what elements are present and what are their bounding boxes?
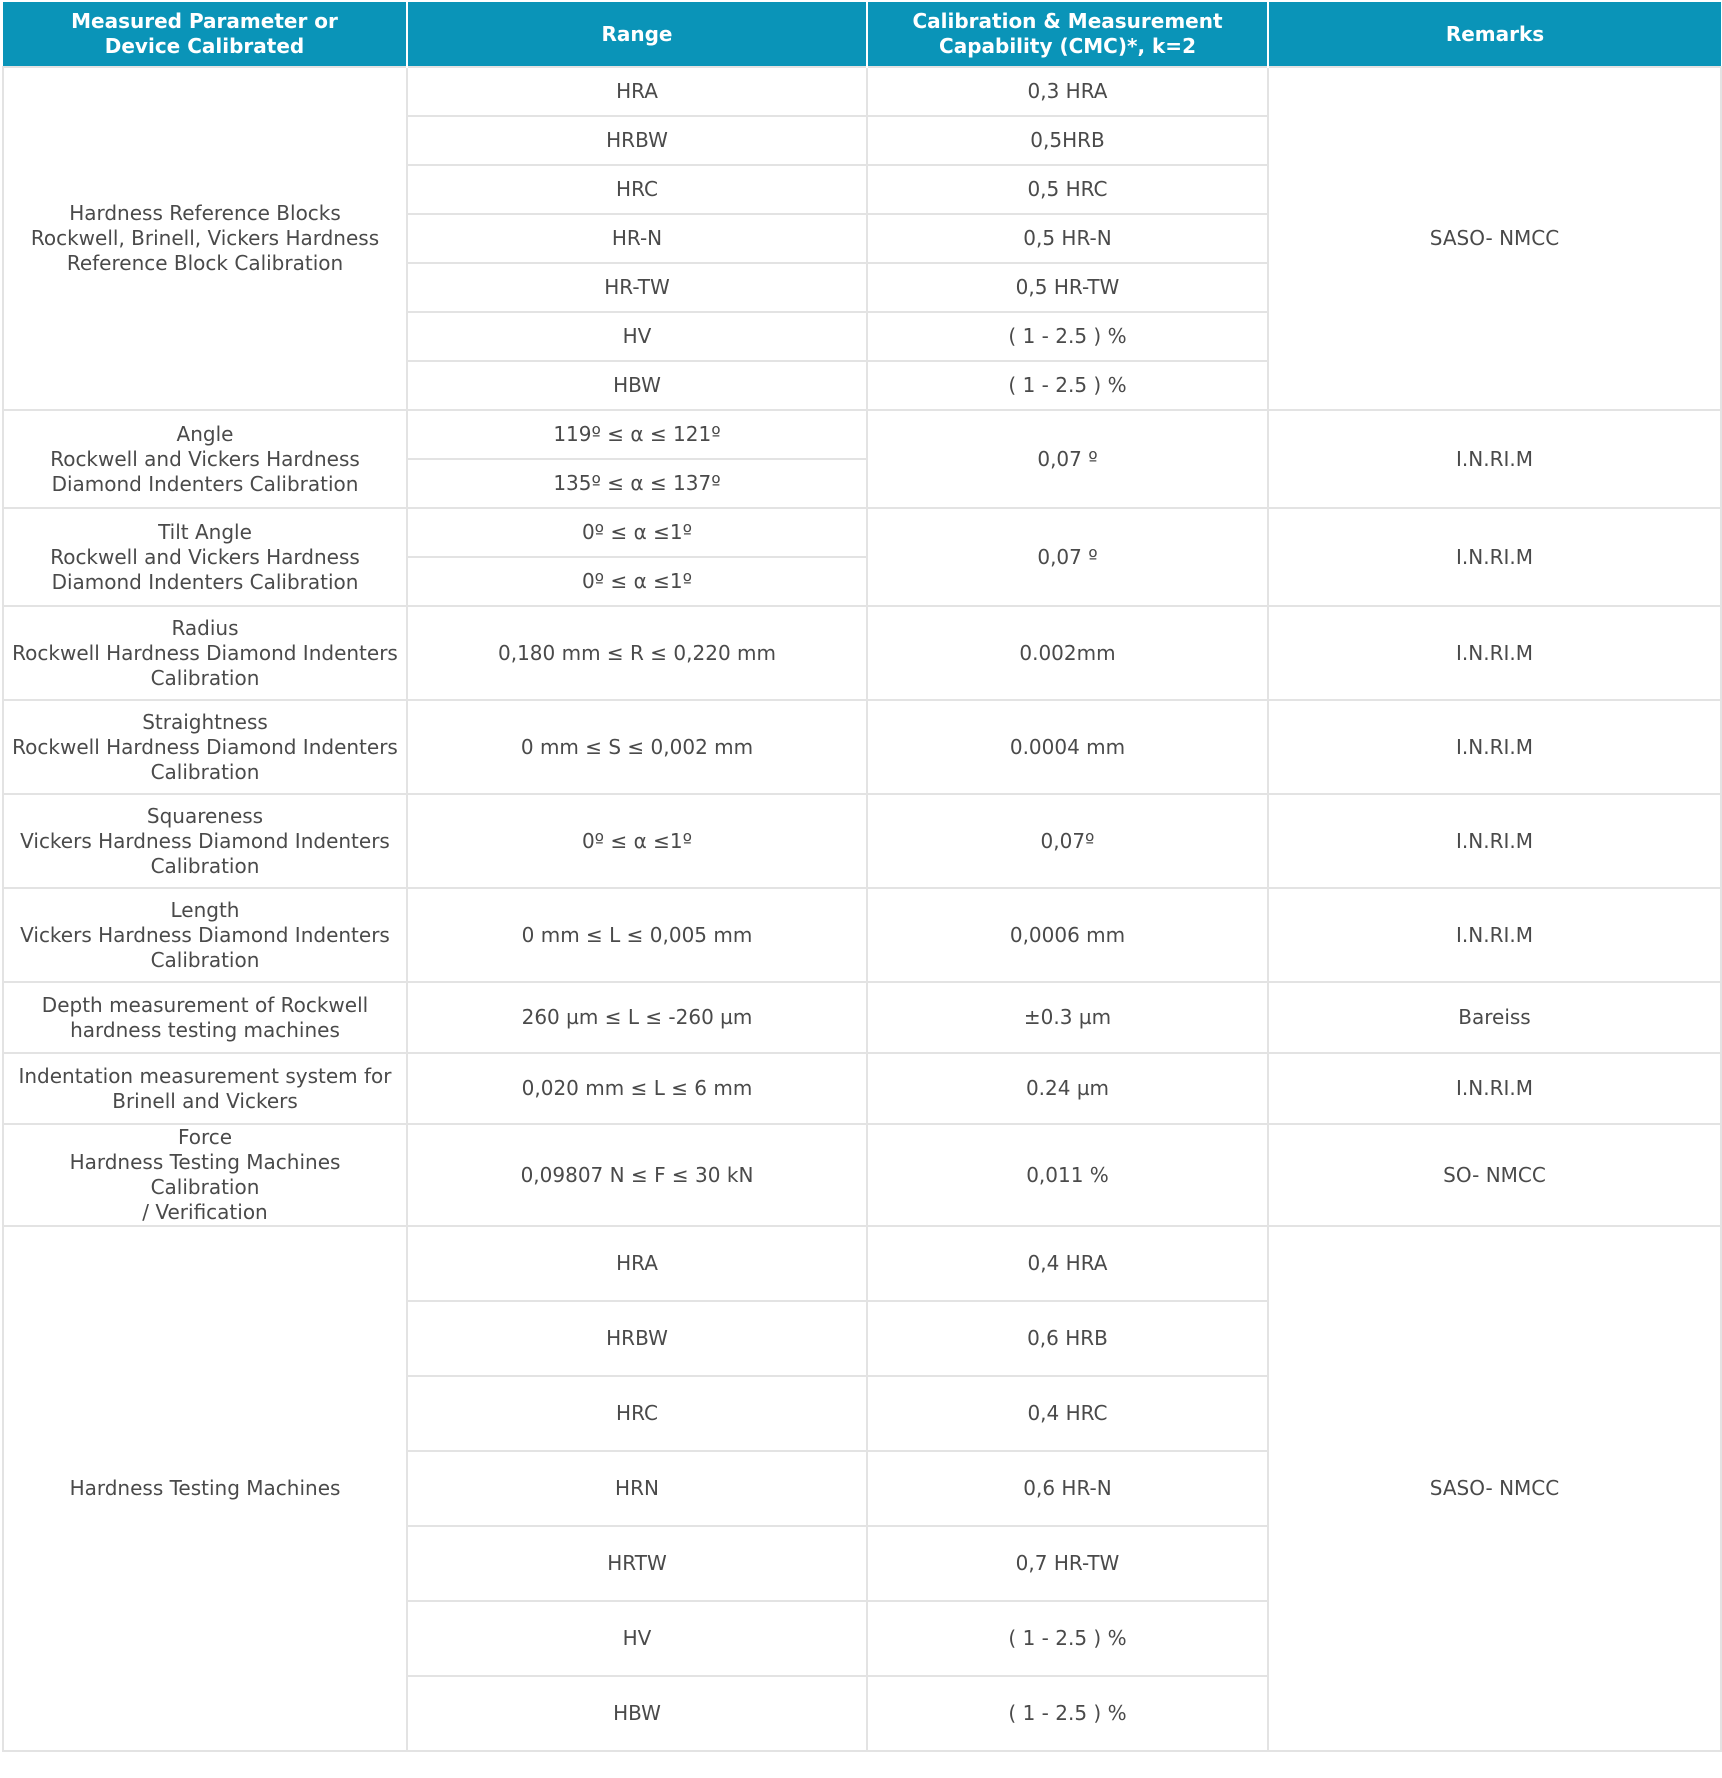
header-line: Range bbox=[601, 21, 673, 46]
cmc-cell: 0,07 º bbox=[867, 508, 1268, 606]
range-cell: 0 mm ≤ S ≤ 0,002 mm bbox=[407, 700, 867, 794]
range-cell: 0º ≤ α ≤1º bbox=[407, 794, 867, 888]
parameter-line: / Verification bbox=[142, 1200, 268, 1224]
remarks-cell: SO- NMCC bbox=[1268, 1124, 1721, 1226]
range-cell: HRA bbox=[407, 67, 867, 116]
range-cell: 119º ≤ α ≤ 121º bbox=[407, 410, 867, 459]
table-row bbox=[3, 410, 1721, 459]
parameter-line: Diamond Indenters Calibration bbox=[51, 471, 359, 496]
remarks-cell: I.N.RI.M bbox=[1268, 1053, 1721, 1124]
cmc-cell: ( 1 - 2.5 ) % bbox=[867, 361, 1268, 410]
table-row bbox=[3, 508, 1721, 557]
parameter-line: Hardness Testing Machines bbox=[69, 1476, 341, 1500]
range-cell: HRN bbox=[407, 1451, 867, 1526]
cmc-cell: 0,5 HRC bbox=[867, 165, 1268, 214]
cmc-cell: ( 1 - 2.5 ) % bbox=[867, 312, 1268, 361]
parameter-cell bbox=[3, 410, 407, 508]
parameter-line: Calibration bbox=[150, 759, 260, 784]
range-cell: HRBW bbox=[407, 1301, 867, 1376]
cmc-cell: 0.0004 mm bbox=[867, 700, 1268, 794]
parameter-cell bbox=[3, 982, 407, 1053]
table-row bbox=[3, 1124, 1721, 1226]
remarks-cell: Bareiss bbox=[1268, 982, 1721, 1053]
parameter-line: Rockwell Hardness Diamond Indenters bbox=[12, 734, 398, 759]
header-line: Calibration & Measurement bbox=[912, 9, 1223, 33]
parameter-line: Rockwell Hardness Diamond Indenters bbox=[12, 640, 398, 665]
header-line: Device Calibrated bbox=[104, 34, 305, 58]
remarks-cell: I.N.RI.M bbox=[1268, 700, 1721, 794]
cmc-cell: ±0.3 µm bbox=[867, 982, 1268, 1053]
range-cell: HRC bbox=[407, 165, 867, 214]
range-cell: HRTW bbox=[407, 1526, 867, 1601]
table-row bbox=[3, 606, 1721, 700]
parameter-cell bbox=[3, 1053, 407, 1124]
parameter-line: Force bbox=[177, 1125, 233, 1149]
header-range bbox=[407, 2, 867, 67]
cmc-cell: 0,4 HRC bbox=[867, 1376, 1268, 1451]
parameter-line: Reference Block Calibration bbox=[66, 251, 344, 275]
parameter-cell bbox=[3, 606, 407, 700]
cmc-cell: 0,5 HR-N bbox=[867, 214, 1268, 263]
parameter-line: Calibration bbox=[150, 853, 260, 878]
table-row bbox=[3, 1226, 1721, 1301]
parameter-line: Angle bbox=[176, 421, 234, 446]
table-row bbox=[3, 982, 1721, 1053]
cmc-cell: 0,07 º bbox=[867, 410, 1268, 508]
cmc-cell: 0,5 HR-TW bbox=[867, 263, 1268, 312]
parameter-cell bbox=[3, 888, 407, 982]
header-cmc bbox=[867, 2, 1268, 67]
parameter-line: Vickers Hardness Diamond Indenters bbox=[20, 828, 390, 853]
table-row bbox=[3, 700, 1721, 794]
cmc-cell: 0,5HRB bbox=[867, 116, 1268, 165]
parameter-line: Length bbox=[170, 897, 240, 922]
parameter-line: Brinell and Vickers bbox=[112, 1088, 298, 1113]
cmc-cell: 0.24 µm bbox=[867, 1053, 1268, 1124]
parameter-cell bbox=[3, 700, 407, 794]
range-cell: 260 µm ≤ L ≤ -260 µm bbox=[407, 982, 867, 1053]
range-cell: 0 mm ≤ L ≤ 0,005 mm bbox=[407, 888, 867, 982]
cmc-cell: 0,6 HR-N bbox=[867, 1451, 1268, 1526]
header-measured-parameter bbox=[3, 2, 407, 67]
table-row bbox=[3, 888, 1721, 982]
table-row bbox=[3, 1053, 1721, 1124]
range-cell: HBW bbox=[407, 361, 867, 410]
cmc-cell: 0,3 HRA bbox=[867, 67, 1268, 116]
parameter-line: Indentation measurement system for bbox=[18, 1063, 392, 1088]
remarks-cell: I.N.RI.M bbox=[1268, 606, 1721, 700]
parameter-cell bbox=[3, 1226, 407, 1751]
table-header-row bbox=[3, 2, 1721, 67]
parameter-line: Rockwell and Vickers Hardness bbox=[50, 544, 360, 569]
header-line: Remarks bbox=[1445, 21, 1545, 46]
cmc-cell: 0,4 HRA bbox=[867, 1226, 1268, 1301]
header-line: Measured Parameter or bbox=[71, 9, 338, 33]
header-remarks bbox=[1268, 2, 1721, 67]
cmc-cell: 0,0006 mm bbox=[867, 888, 1268, 982]
parameter-cell bbox=[3, 1124, 407, 1226]
range-cell: HV bbox=[407, 1601, 867, 1676]
range-cell: HRBW bbox=[407, 116, 867, 165]
parameter-cell bbox=[3, 794, 407, 888]
range-cell: 0,020 mm ≤ L ≤ 6 mm bbox=[407, 1053, 867, 1124]
remarks-cell: I.N.RI.M bbox=[1268, 410, 1721, 508]
range-cell: HR-N bbox=[407, 214, 867, 263]
parameter-line: Straightness bbox=[142, 709, 268, 734]
parameter-line: Hardness Reference Blocks bbox=[69, 201, 341, 225]
cmc-cell: 0,011 % bbox=[867, 1124, 1268, 1226]
remarks-cell: SASO- NMCC bbox=[1268, 67, 1721, 410]
parameter-line: hardness testing machines bbox=[70, 1017, 340, 1042]
range-cell: 135º ≤ α ≤ 137º bbox=[407, 459, 867, 508]
parameter-line: Diamond Indenters Calibration bbox=[51, 569, 359, 594]
parameter-line: Calibration bbox=[150, 947, 260, 972]
parameter-line: Squareness bbox=[146, 803, 264, 828]
cmc-cell: ( 1 - 2.5 ) % bbox=[867, 1676, 1268, 1751]
range-cell: HBW bbox=[407, 1676, 867, 1751]
cmc-cell: 0.002mm bbox=[867, 606, 1268, 700]
range-cell: HR-TW bbox=[407, 263, 867, 312]
cmc-cell: ( 1 - 2.5 ) % bbox=[867, 1601, 1268, 1676]
range-cell: HV bbox=[407, 312, 867, 361]
range-cell: HRC bbox=[407, 1376, 867, 1451]
cmc-table bbox=[2, 2, 1722, 1752]
parameter-line: Calibration bbox=[150, 665, 260, 690]
table-row bbox=[3, 794, 1721, 888]
header-line: Capability (CMC)*, k=2 bbox=[939, 34, 1196, 58]
cmc-cell: 0,07º bbox=[867, 794, 1268, 888]
remarks-cell: SASO- NMCC bbox=[1268, 1226, 1721, 1751]
cmc-cell: 0,7 HR-TW bbox=[867, 1526, 1268, 1601]
parameter-line: Depth measurement of Rockwell bbox=[41, 992, 369, 1017]
cmc-cell: 0,6 HRB bbox=[867, 1301, 1268, 1376]
range-cell: 0º ≤ α ≤1º bbox=[407, 508, 867, 557]
parameter-line: Hardness Testing Machines Calibration bbox=[69, 1150, 341, 1199]
parameter-cell bbox=[3, 508, 407, 606]
parameter-line: Rockwell, Brinell, Vickers Hardness bbox=[30, 226, 380, 250]
parameter-line: Tilt Angle bbox=[158, 519, 252, 544]
table-row bbox=[3, 67, 1721, 116]
parameter-line: Rockwell and Vickers Hardness bbox=[50, 446, 360, 471]
remarks-cell: I.N.RI.M bbox=[1268, 794, 1721, 888]
range-cell: 0,180 mm ≤ R ≤ 0,220 mm bbox=[407, 606, 867, 700]
parameter-line: Radius bbox=[171, 615, 239, 640]
range-cell: HRA bbox=[407, 1226, 867, 1301]
parameter-line: Vickers Hardness Diamond Indenters bbox=[20, 922, 390, 947]
remarks-cell: I.N.RI.M bbox=[1268, 508, 1721, 606]
parameter-cell bbox=[3, 67, 407, 410]
range-cell: 0,09807 N ≤ F ≤ 30 kN bbox=[407, 1124, 867, 1226]
remarks-cell: I.N.RI.M bbox=[1268, 888, 1721, 982]
range-cell: 0º ≤ α ≤1º bbox=[407, 557, 867, 606]
